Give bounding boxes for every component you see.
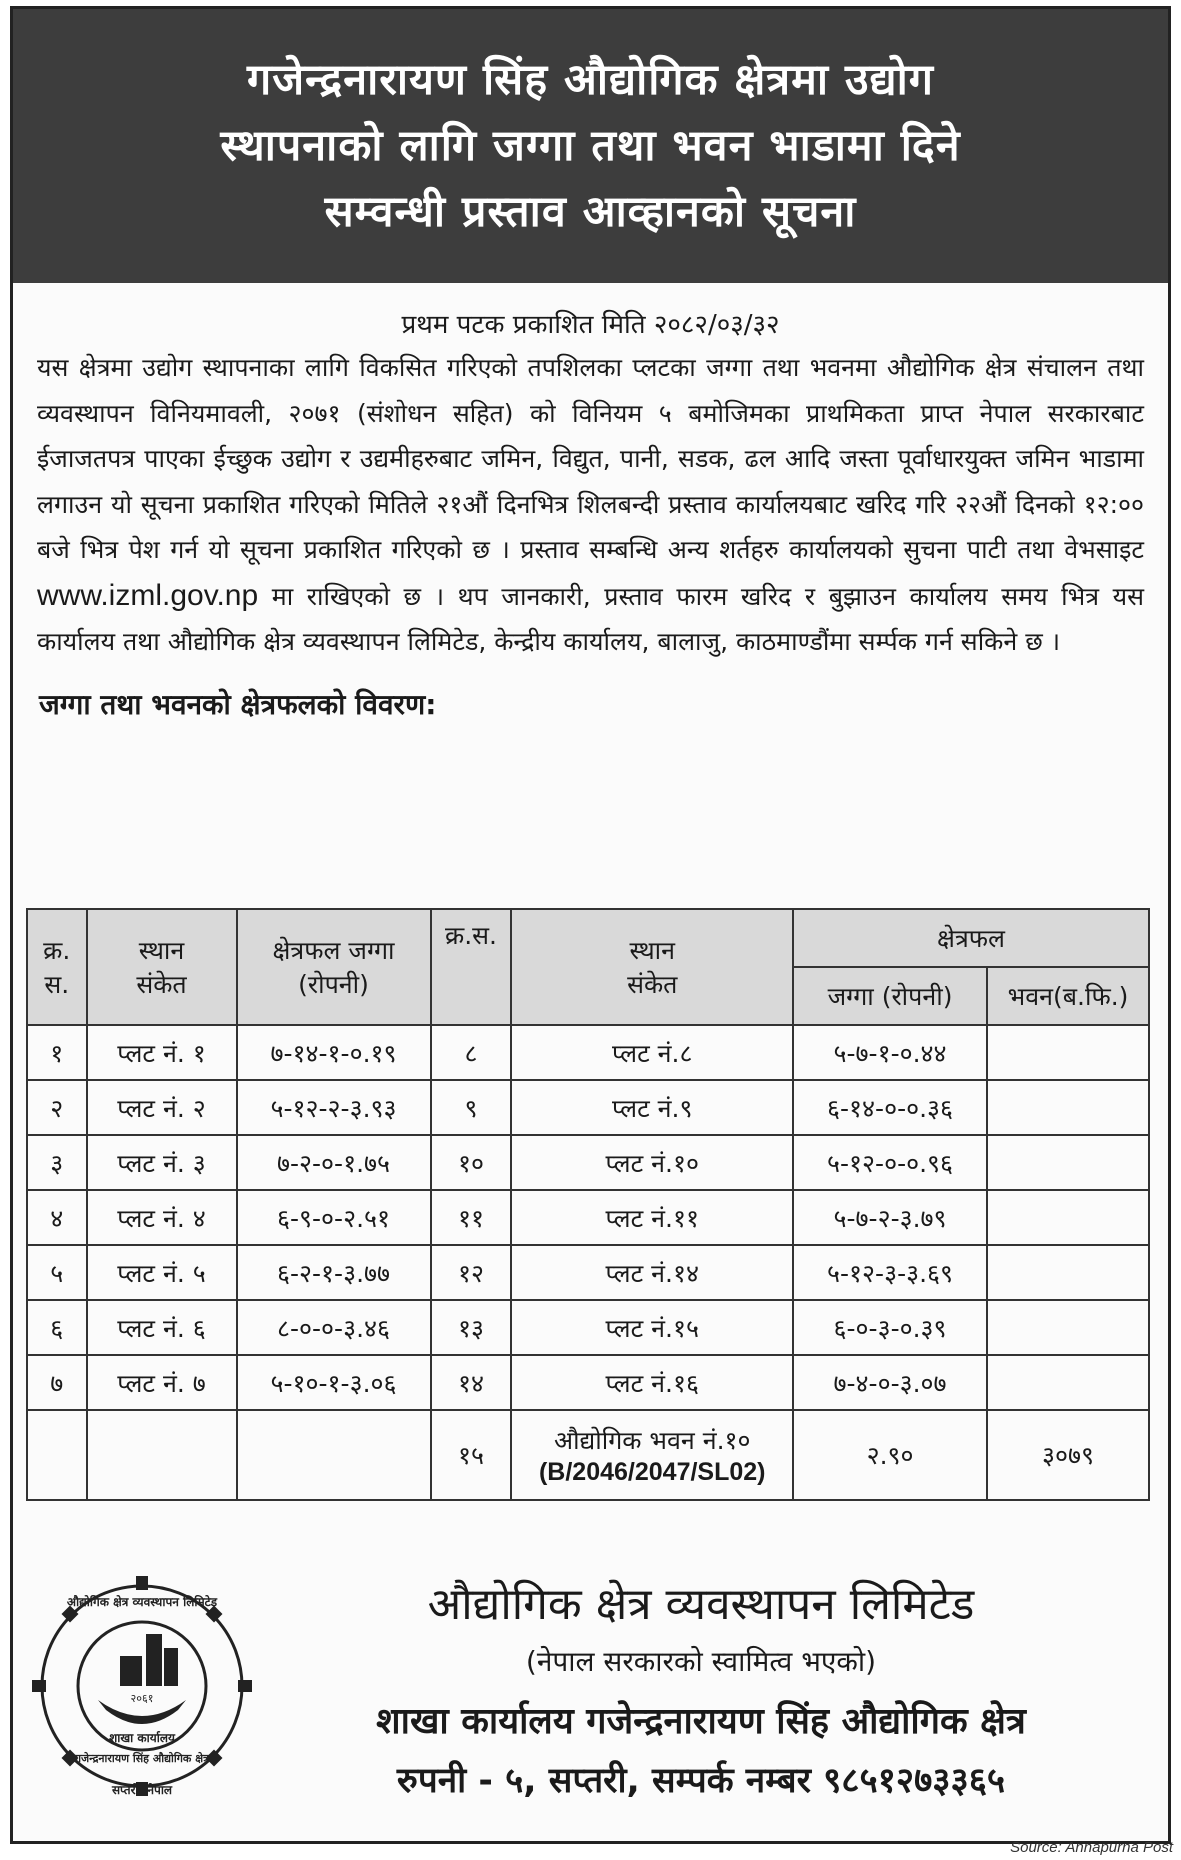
cell-sn: २ [27, 1080, 87, 1135]
cell-place: प्लट नं. ४ [87, 1190, 237, 1245]
logo-text-mid: शाखा कार्यालय [109, 1731, 175, 1745]
cell-sn2: १० [431, 1135, 512, 1190]
cell-place2: प्लट नं.९ [511, 1080, 793, 1135]
branch-office: शाखा कार्यालय गजेन्द्रनारायण सिंह औद्योगिक क्षेत्र [376, 1701, 1026, 1742]
cell-sn2: ९ [431, 1080, 512, 1135]
cell-place2: प्लट नं.१० [511, 1135, 793, 1190]
plots-table [26, 908, 1150, 1501]
body-part-2: मा राखिएको छ । थप जानकारी, प्रस्ताव फारम खरिद र बुझाउन कार्यालय समय भित्र यस कार्यालय तथा औद्योगिक क्षेत्र व्यवस्थापन लिमिटेड, केन्द्रीय कार्यालय, बालाजु, काठमाण्डौंमा सर्म्पक गर्न सकिने छ । [37, 581, 1144, 656]
cell-building [987, 1245, 1149, 1300]
contact-address: रुपनी - ५, सप्तरी, सम्पर्क नम्बर ९८५१२७३३६५ [396, 1761, 1006, 1801]
title-line-3: सम्वन्धी प्रस्ताव आव्हानको सूचना [324, 187, 857, 237]
cell-sn: ५ [27, 1245, 87, 1300]
logo-place: सप्तरी, नेपाल [111, 1783, 173, 1797]
header-place-2: स्थान संकेत [511, 909, 793, 1025]
cell-building [987, 1355, 1149, 1410]
cell-area: ५-१०-१-३.०६ [237, 1355, 431, 1410]
cell-land: ७-४-०-३.०७ [793, 1355, 987, 1410]
cell-area: ५-१२-२-३.९३ [237, 1080, 431, 1135]
cell-place: प्लट नं. ३ [87, 1135, 237, 1190]
logo-text-bottom: गजेन्द्रनारायण सिंह औद्योगिक क्षेत्र [74, 1752, 210, 1765]
header-area-2: क्षेत्रफल [793, 909, 1149, 967]
org-subtitle: (नेपाल सरकारको स्वामित्व भएको) [525, 1645, 877, 1678]
header-building: भवन(ब.फि.) [987, 967, 1149, 1025]
last-sn: १५ [431, 1410, 512, 1500]
gear-seal-icon [28, 1572, 256, 1800]
last-building: ३०७९ [987, 1410, 1149, 1500]
table-row [27, 1135, 1149, 1190]
last-land: २.९० [793, 1410, 987, 1500]
org-name: औद्योगिक क्षेत्र व्यवस्थापन लिमिटेड [427, 1579, 975, 1630]
last-place: औद्योगिक भवन नं.१० (B/2046/2047/SL02) [511, 1410, 793, 1500]
table-row [27, 1025, 1149, 1080]
cell-place2: प्लट नं.११ [511, 1190, 793, 1245]
cell-building [987, 1300, 1149, 1355]
cell-land: ५-१२-०-०.९६ [793, 1135, 987, 1190]
cell-area: ६-२-१-३.७७ [237, 1245, 431, 1300]
website-link[interactable]: www.izml.gov.np [37, 578, 259, 612]
cell-land: ५-७-२-३.७९ [793, 1190, 987, 1245]
header-sn: क्र. स. [27, 909, 87, 1025]
empty-cell [237, 1410, 431, 1500]
cell-place: प्लट नं. ७ [87, 1355, 237, 1410]
cell-land: ६-१४-०-०.३६ [793, 1080, 987, 1135]
cell-place2: प्लट नं.१४ [511, 1245, 793, 1300]
cell-place: प्लट नं. ६ [87, 1300, 237, 1355]
logo-text-top: औद्योगिक क्षेत्र व्यवस्थापन लिमिटेड [66, 1595, 218, 1609]
cell-sn2: १४ [431, 1355, 512, 1410]
empty-cell [87, 1410, 237, 1500]
cell-land: ५-१२-३-३.६९ [793, 1245, 987, 1300]
table-row [27, 1080, 1149, 1135]
cell-place: प्लट नं. २ [87, 1080, 237, 1135]
cell-land: ६-०-३-०.३९ [793, 1300, 987, 1355]
cell-sn: १ [27, 1025, 87, 1080]
cell-place2: प्लट नं.८ [511, 1025, 793, 1080]
cell-area: ८-०-०-३.४६ [237, 1300, 431, 1355]
logo-year: २०६१ [130, 1692, 154, 1705]
cell-area: ७-२-०-१.७५ [237, 1135, 431, 1190]
footer [0, 1560, 1181, 1820]
cell-place: प्लट नं. १ [87, 1025, 237, 1080]
cell-building [987, 1190, 1149, 1245]
cell-place: प्लट नं. ५ [87, 1245, 237, 1300]
cell-building [987, 1025, 1149, 1080]
cell-place2: प्लट नं.१६ [511, 1355, 793, 1410]
cell-sn2: ८ [431, 1025, 512, 1080]
header-land: जग्गा (रोपनी) [793, 967, 987, 1025]
table-row [27, 1245, 1149, 1300]
cell-building [987, 1135, 1149, 1190]
source-credit: Source: Annapurna Post [1010, 1839, 1173, 1856]
body-part-1: यस क्षेत्रमा उद्योग स्थापनाका लागि विकसित गरिएको तपशिलका प्लटका जग्गा तथा भवनमा औद्योगिक क्षेत्र संचालन तथा व्यवस्थापन विनियमावली, २०७१ (संशोधन सहित) को विनियम ५ बमोजिमका प्राथमिकता प्राप्त नेपाल सरकारबाट ईजाजतपत्र पाएका ईच्छुक उद्योग र उद्यमीहरुबाट जमिन, विद्युत, पानी, सडक, ढल आदि जस्ता पूर्वाधारयुक्त जमिन भाडामा लगाउन यो सूचना प्रकाशित गरिएको मितिले २१औं दिनभित्र शिलबन्दी प्रस्ताव कार्यालयबाट खरिद गरि २२औं दिनको १२:०० बजे भित्र पेश गर्न यो सूचना प्रकाशित गरिएको छ । प्रस्ताव सम्बन्धि अन्य शर्तहरु कार्यालयको सुचना पाटी तथा वेभसाइट [37, 353, 1144, 564]
cell-sn2: १३ [431, 1300, 512, 1355]
cell-sn2: ११ [431, 1190, 512, 1245]
cell-sn: ३ [27, 1135, 87, 1190]
table-row [27, 1300, 1149, 1355]
title-line-2: स्थापनाको लागि जग्गा तथा भवन भाडामा दिने [220, 121, 961, 171]
cell-sn: ७ [27, 1355, 87, 1410]
header-sn-2: क्र.स. [431, 909, 512, 1025]
notice-body [13, 341, 1168, 665]
table-row [27, 1355, 1149, 1410]
section-title: जग्गा तथा भवनको क्षेत्रफलको विवरण: [39, 687, 437, 721]
cell-place2: प्लट नं.१५ [511, 1300, 793, 1355]
cell-sn: ६ [27, 1300, 87, 1355]
publication-date: प्रथम पटक प्रकाशित मिति २०८२/०३/३२ [401, 310, 780, 340]
cell-sn: ४ [27, 1190, 87, 1245]
cell-building [987, 1080, 1149, 1135]
notice-header [13, 9, 1168, 283]
empty-cell [27, 1410, 87, 1500]
cell-area: ७-१४-१-०.१९ [237, 1025, 431, 1080]
table-row [27, 1190, 1149, 1245]
header-area: क्षेत्रफल जग्गा (रोपनी) [237, 909, 431, 1025]
header-place: स्थान संकेत [87, 909, 237, 1025]
title-line-1: गजेन्द्रनारायण सिंह औद्योगिक क्षेत्रमा उद्योग [247, 55, 934, 105]
cell-sn2: १२ [431, 1245, 512, 1300]
cell-land: ५-७-१-०.४४ [793, 1025, 987, 1080]
cell-area: ६-९-०-२.५१ [237, 1190, 431, 1245]
